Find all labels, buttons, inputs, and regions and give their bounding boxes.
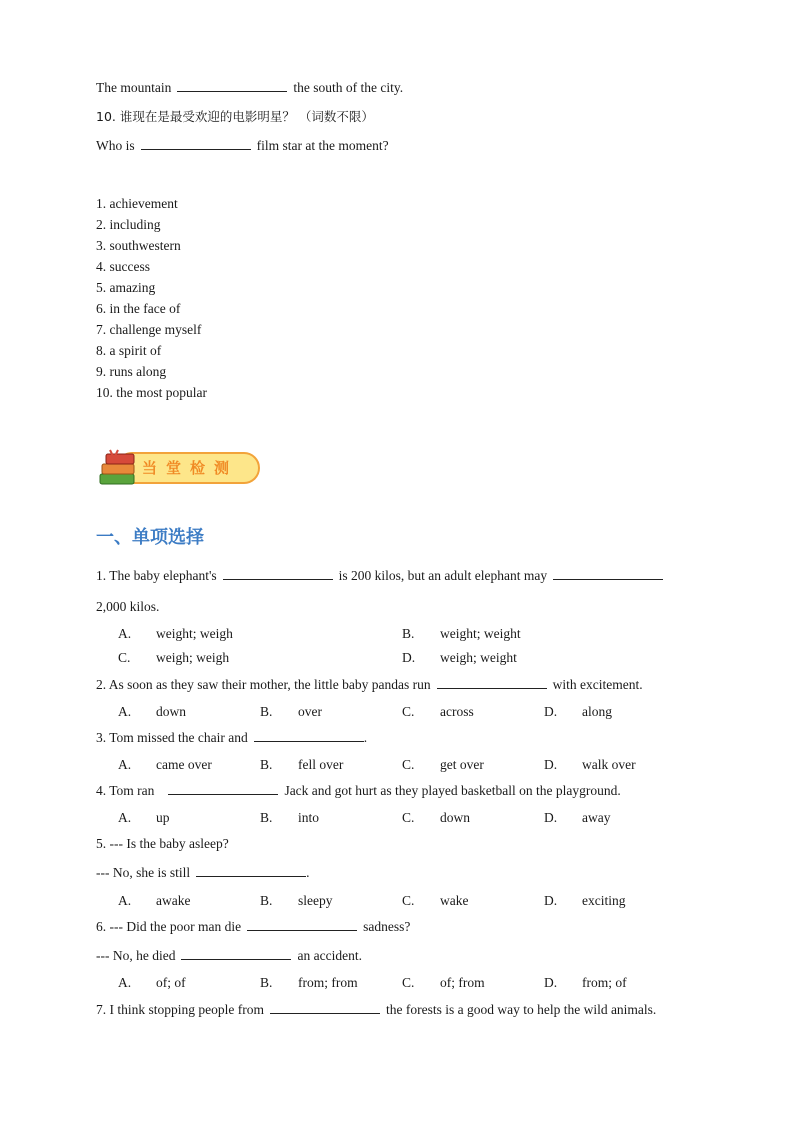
option-label: C. [402, 810, 415, 825]
option-label: B. [260, 704, 273, 719]
text: the forests is a good way to help the wild animals. [385, 1002, 657, 1017]
question-6 [96, 918, 410, 936]
option-label: D. [544, 810, 558, 825]
answer-blank [553, 567, 663, 580]
option-label: C. [402, 893, 415, 908]
option-label: A. [118, 757, 132, 772]
banner-text: 当堂检测 [142, 459, 239, 477]
text: the south of the city. [293, 80, 404, 95]
option-label: D. [402, 650, 416, 665]
option-label: B. [260, 893, 273, 908]
option-text: away [582, 810, 611, 825]
question-4 [96, 782, 621, 800]
option-label: C. [402, 757, 415, 772]
answer-item: 5. amazing [96, 280, 156, 295]
question-2 [96, 676, 643, 694]
text: --- No, he died [96, 948, 176, 963]
question-1 [96, 567, 669, 585]
answer-item: 8. a spirit of [96, 343, 162, 358]
text: 1. The baby elephant's [96, 568, 217, 583]
text: 6. --- Did the poor man die [96, 919, 242, 934]
option-label: A. [118, 704, 132, 719]
option-text: awake [156, 893, 191, 908]
option-label: C. [402, 704, 415, 719]
text: The mountain [96, 80, 172, 95]
option-text: from; of [582, 975, 627, 990]
text: Who is [96, 138, 135, 153]
option-text: walk over [582, 757, 636, 772]
option-text: sleepy [298, 893, 333, 908]
option-text: weigh; weigh [156, 650, 230, 665]
question-5: 5. --- Is the baby asleep? [96, 836, 229, 851]
answer-item: 2. including [96, 217, 161, 232]
option-label: A. [118, 975, 132, 990]
mountain-line [96, 79, 403, 97]
question-7 [96, 1001, 656, 1019]
option-text: weight; weigh [156, 626, 233, 641]
option-text: wake [440, 893, 469, 908]
option-text: over [298, 704, 322, 719]
answer-blank [168, 782, 278, 795]
option-text: from; from [298, 975, 358, 990]
option-label: B. [260, 810, 273, 825]
option-text: into [298, 810, 320, 825]
option-text: of; from [440, 975, 485, 990]
answer-blank [141, 137, 251, 150]
text: . [306, 865, 310, 880]
answer-blank [247, 918, 357, 931]
text: 4. Tom ran [96, 783, 155, 798]
answer-item: 10. the most popular [96, 385, 207, 400]
option-text: across [440, 704, 474, 719]
text: sadness? [363, 919, 411, 934]
text: Jack and got hurt as they played basketball on the playground. [284, 783, 621, 798]
text: with excitement. [552, 677, 643, 692]
answer-blank [270, 1001, 380, 1014]
text: 7. I think stopping people from [96, 1002, 264, 1017]
option-label: C. [118, 650, 131, 665]
option-text: up [156, 810, 170, 825]
answer-blank [177, 79, 287, 92]
text: film star at the moment? [256, 138, 389, 153]
text: an accident. [297, 948, 362, 963]
q10-chinese: 10. 谁现在是最受欢迎的电影明星？ （词数不限） [96, 109, 374, 124]
option-text: weight; weight [440, 626, 521, 641]
text: 2. As soon as they saw their mother, the little baby pandas run [96, 677, 431, 692]
answer-item: 1. achievement [96, 196, 178, 211]
text: 3. Tom missed the chair and [96, 730, 248, 745]
text: is 200 kilos, but an adult elephant may [338, 568, 548, 583]
option-label: D. [544, 893, 558, 908]
option-text: along [582, 704, 612, 719]
option-label: D. [544, 975, 558, 990]
question-6-reply [96, 947, 362, 965]
answer-item: 6. in the face of [96, 301, 181, 316]
text: --- No, she is still [96, 865, 191, 880]
option-label: C. [402, 975, 415, 990]
section-title: 一、单项选择 [96, 527, 204, 548]
option-text: get over [440, 757, 484, 772]
answer-item: 7. challenge myself [96, 322, 202, 337]
option-text: down [156, 704, 186, 719]
option-text: of; of [156, 975, 186, 990]
option-label: B. [260, 975, 273, 990]
question-1-cont: 2,000 kilos. [96, 599, 160, 614]
answer-blank [437, 676, 547, 689]
answer-blank [254, 729, 364, 742]
answer-blank [181, 947, 291, 960]
answer-item: 9. runs along [96, 364, 167, 379]
option-label: B. [402, 626, 415, 641]
option-text: down [440, 810, 470, 825]
text: . [363, 730, 368, 745]
option-text: fell over [298, 757, 344, 772]
option-label: D. [544, 757, 558, 772]
option-label: A. [118, 626, 132, 641]
answer-blank [196, 864, 306, 877]
answer-item: 4. success [96, 259, 150, 274]
answer-item: 3. southwestern [96, 238, 181, 253]
question-3 [96, 729, 367, 747]
option-text: weigh; weight [440, 650, 517, 665]
option-label: A. [118, 893, 132, 908]
option-text: came over [156, 757, 212, 772]
option-label: D. [544, 704, 558, 719]
books-icon [96, 448, 142, 490]
section-banner [96, 448, 260, 488]
option-label: A. [118, 810, 132, 825]
answer-blank [223, 567, 333, 580]
who-line [96, 137, 389, 155]
option-label: B. [260, 757, 273, 772]
option-text: exciting [582, 893, 626, 908]
question-5-reply [96, 864, 310, 882]
